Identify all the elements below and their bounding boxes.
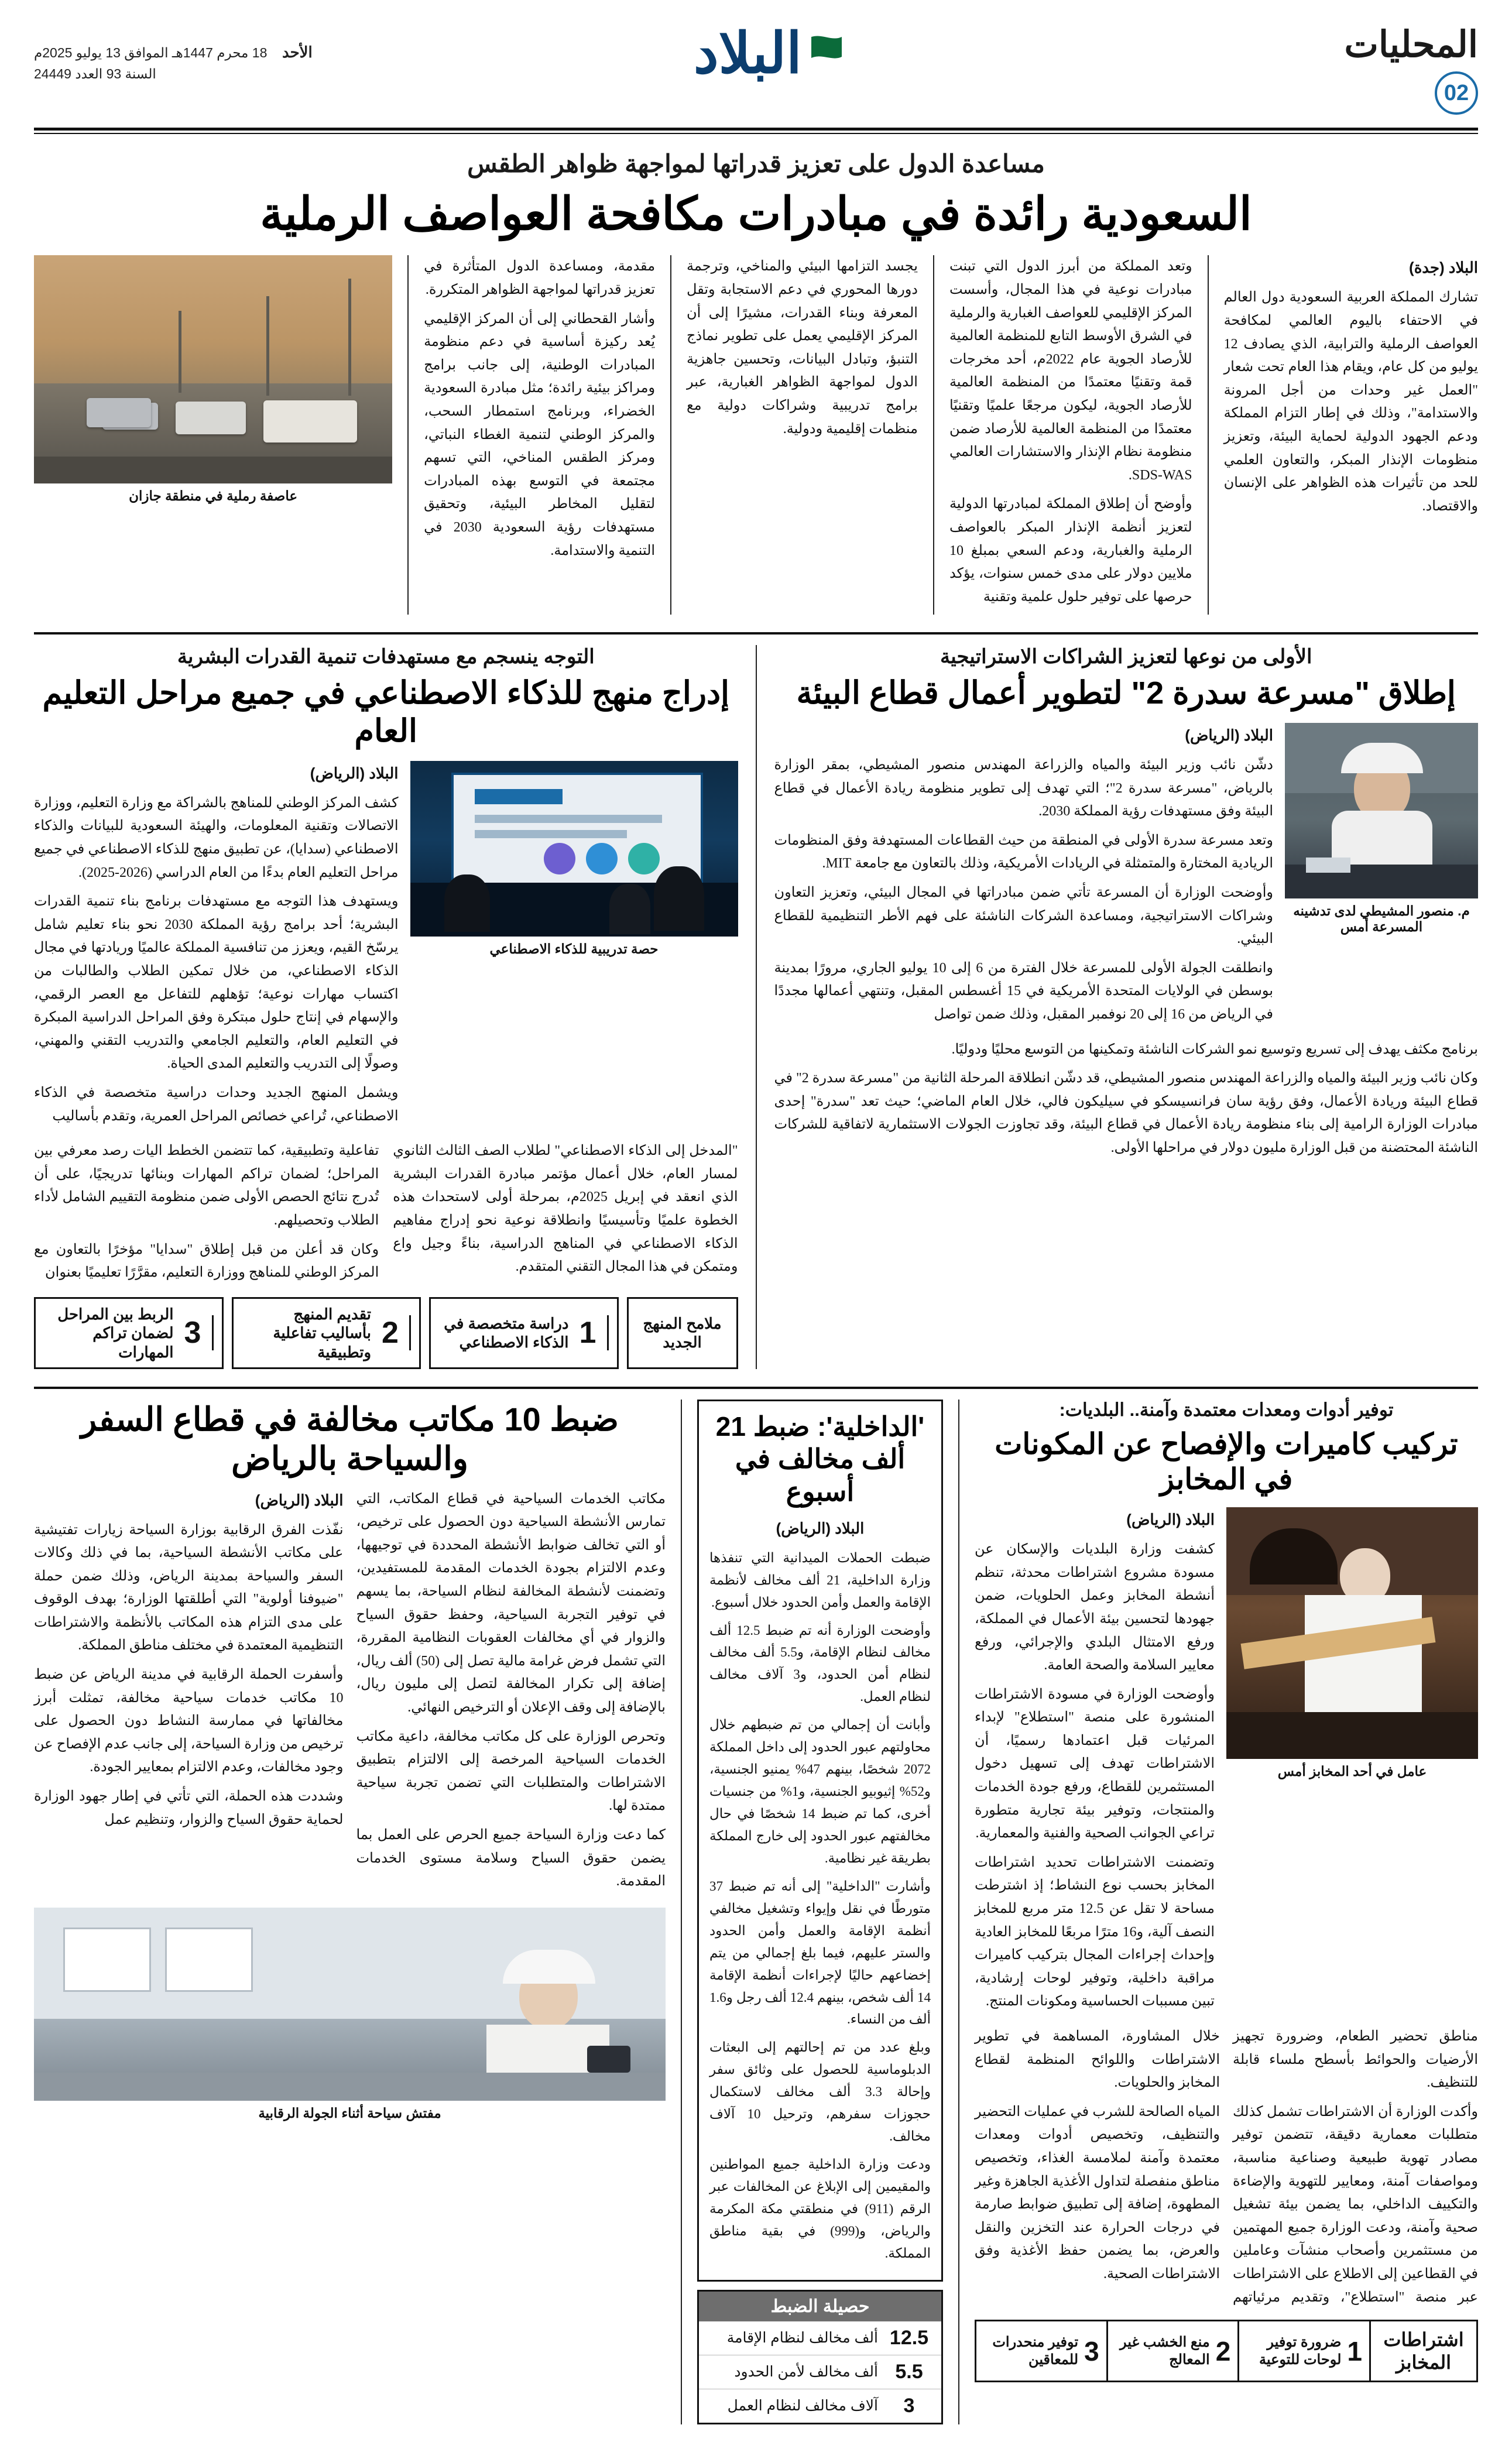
lead-byline: البلاد (جدة) xyxy=(1409,259,1478,277)
ai-paragraph: ويشمل المنهج الجديد وحدات دراسية متخصصة في الذكاء الاصطناعي، تُراعي خصائص المراحل العمرية، وتقدم بأساليب xyxy=(34,1085,399,1124)
ai-step-3-text: الربط بين المراحل لضمان تراكم المهارات xyxy=(57,1305,174,1361)
bakery-headline: تركيب كاميرات والإفصاح عن المكونات في المخابز xyxy=(995,1428,1458,1496)
lead-article xyxy=(34,149,1478,615)
tally-row xyxy=(699,2321,941,2355)
flag-icon xyxy=(808,32,845,76)
lead-headline: السعودية رائدة في مبادرات مكافحة العواصف الرملية xyxy=(260,188,1252,239)
tally-row-number: 5.5 xyxy=(895,2360,923,2383)
bakery-byline: البلاد (الرياض) xyxy=(1126,1511,1215,1529)
bakery-condition-3-text: توفير منحدرات للمعاقين xyxy=(992,2334,1079,2368)
section-title: المحليات xyxy=(1344,25,1478,65)
bakery-column-right xyxy=(975,1507,1215,2019)
interior-byline: البلاد (الرياض) xyxy=(776,1519,865,1537)
middle-band xyxy=(34,645,1478,1369)
ai-steps-label-text: ملامح المنهج الجديد xyxy=(643,1314,722,1352)
tourism-paragraph: نفّذت الفرق الرقابية بوزارة السياحة زيارات تفتيشية على مكاتب الأنشطة السياحية، بما في ذلك وكالات السفر والسياحة بمدينة الرياض، وذلك ضمن حملة "ضيوفنا أولوية" التي أطلقتها الوزارة؛ بهدف الوقوف على مدى التزام هذه المكاتب بالأنظمة والاشتراطات التنظيمية المعتمدة في مختلف مناطق المملكة. xyxy=(34,1522,344,1654)
bakery-article xyxy=(975,1400,1478,2382)
sidra-kicker: الأولى من نوعها لتعزيز الشراكات الاستراتيجية xyxy=(940,646,1312,668)
bakery-conditions-label: اشتراطات المخابز xyxy=(1383,2329,1464,2373)
ai-step-1-text: دراسة متخصصة في الذكاء الاصطناعي xyxy=(444,1314,569,1352)
lead-column-2 xyxy=(949,255,1192,615)
sidra-byline: البلاد (الرياض) xyxy=(1185,726,1273,745)
tally-title: حصيلة الضبط xyxy=(699,2292,941,2321)
tourism-byline: البلاد (الرياض) xyxy=(255,1491,344,1509)
sidra-paragraph: وأوضحت الوزارة أن المسرعة تأتي ضمن مبادراتها في المجال البيئي، وتعزيز التعاون وشراكات الاستراتيجية، ومساعدة الشركات الناشئة على فهم الأطر التنظيمية للقطاع البيئي. xyxy=(774,885,1274,947)
page-number-badge: 02 xyxy=(1435,71,1478,115)
ai-step-2 xyxy=(232,1297,421,1370)
tally-row xyxy=(699,2389,941,2423)
column-separator xyxy=(958,1400,959,2424)
newspaper-logo: البلاد xyxy=(693,22,802,85)
tourism-headline: ضبط 10 مكاتب مخالفة في قطاع السفر والسياحة بالرياض xyxy=(81,1401,619,1477)
sidra-headline: إطلاق "مسرعة سدرة 2" لتطوير أعمال قطاع البيئة xyxy=(796,675,1456,711)
tourism-column-left xyxy=(356,1488,666,1899)
sidra-paragraph: وكان نائب وزير البيئة والمياه والزراعة المهندس منصور المشيطي، قد دشّن انطلاقة المرحلة الثانية من "مسرعة سدرة 2" في قطاع البيئة وريادة الأعمال، وفق رؤية سان فرانسيسكو في سيليكون فالي، خلال العام الماضي؛ حيث تعد "سدرة" إحدى مبادرات الوزارة الرامية إلى بناء منظومة ريادة الأعمال في قطاع البيئة، وقد تجاوزت الجولات الاستثمارية لاتفاقية للشركات الناشئة المحتضنة من قبل الوزارة مليون دولار في مراحلها الأولى. xyxy=(774,1071,1478,1155)
inspector-photo xyxy=(34,1908,666,2101)
sidra-paragraph: دشّن نائب وزير البيئة والمياه والزراعة المهندس منصور المشيطي، بمقر الوزارة بالرياض، "مسرعة سدرة 2"؛ التي تهدف إلى تطوير منظومة ريادة الأعمال في قطاع البيئة وفق مستهدفات رؤية المملكة 2030. xyxy=(774,757,1273,819)
tourism-photo-caption: مفتش سياحة أثناء الجولة الرقابية xyxy=(258,2105,441,2121)
dateline-block xyxy=(34,23,313,82)
bakery-condition-2-number: 2 xyxy=(1215,2335,1231,2366)
bakery-condition-1-text: ضرورة توفير لوحات للتوعية xyxy=(1259,2334,1342,2368)
lead-paragraph: يجسد التزامها البيئي والمناخي، وترجمة دورها المحوري في دعم الاستجابة وتقل المعرفة وبناء القدرات، مشيرًا إلى أن المركز الإقليمي يعمل على تطوير نماذج التنبؤ، وتبادل البيانات، وتحسين جاهزية الدول لمواجهة الظواهر الغبارية، عبر برامج تدريبية وشراكات دولية مع منظمات إقليمية ودولية. xyxy=(687,259,918,437)
interior-paragraph: وبلغ عدد من تم إحالتهم إلى البعثات الدبلوماسية للحصول على وثائق سفر وإحالة 3.3 ألف مخالف لاستكمال حجوزات سفرهم، وترحيل 10 آلاف مخالف. xyxy=(709,2040,931,2144)
lead-paragraph: وأشار القحطاني إلى أن المركز الإقليمي يُعد ركيزة أساسية في دعم منظومة المبادرات الوطنية، إلى جانب برامج ومراكز بيئية رائدة؛ مثل مبادرة السعودية الخضراء، وبرنامج استمطار السحب، والمركز الوطني لتنمية الغطاء النباتي، ومركز الطقس المناخي، التي تسهم مجتمعة في التوسع بهذه المبادرات لتقليل المخاطر البيئية، وتحقيق مستهدفات رؤية السعودية 2030 في التنمية والاستدامة. xyxy=(424,311,656,558)
section-rule xyxy=(34,632,1478,634)
interior-headline: 'الداخلية': ضبط 21 ألف مخالف في أسبوع xyxy=(715,1411,925,1507)
sidra-paragraph: برنامج مكثف يهدف إلى تسريع وتوسيع نمو الشركات الناشئة وتمكينها من التوسع محليًا ودوليًا. xyxy=(951,1041,1478,1057)
ai-kicker: التوجه ينسجم مع مستهدفات تنمية القدرات البشرية xyxy=(177,646,595,668)
sidra-column-right xyxy=(774,723,1274,1032)
lead-photo-block xyxy=(34,255,392,504)
tourism-paragraph: كما دعت وزارة السياحة جميع الحرص على العمل بما يضمن حقوق السياح وسلامة مستوى الخدمات المقدمة. xyxy=(356,1827,666,1889)
tourism-column-right xyxy=(34,1488,344,1838)
sandstorm-photo xyxy=(34,255,392,483)
logo-block xyxy=(313,22,1226,85)
tourism-paragraph: وشددت هذه الحملة، التي تأتي في إطار جهود الوزارة لحماية حقوق السياح والزوار، وتنظيم عمل xyxy=(34,1789,344,1827)
bakery-photo xyxy=(1226,1507,1478,1759)
column-separator xyxy=(407,255,409,615)
lead-paragraph: مقدمة، ومساعدة الدول المتأثرة في تعزيز قدراتها لمواجهة الظواهر المتكررة. xyxy=(424,259,656,298)
ai-step-2-number: 2 xyxy=(378,1315,411,1350)
sidra-article xyxy=(774,645,1479,1165)
interior-paragraph: وأشارت "الداخلية" إلى أنه تم ضبط 37 متورطًا في نقل وإيواء وتشغيل مخالفي أنظمة الإقامة والعمل وأمن الحدود والستر عليهم، فيما بلغ إجمالي من يتم إخضاعهم حاليًا لإجراءات أنظمة الإقامة 14 ألف شخص، بينهم 12.4 ألف رجل و1.6 ألف من النساء. xyxy=(709,1878,931,2027)
bakery-photo-caption: عامل في أحد المخابز أمس xyxy=(1277,1764,1427,1779)
masthead-rule-thin xyxy=(34,133,1478,134)
ai-step-3 xyxy=(34,1297,224,1370)
section-block xyxy=(1226,23,1478,115)
tally-row-text: آلاف مخالف لنظام العمل xyxy=(727,2398,878,2414)
interior-paragraph: وأوضحت الوزارة أنه تم ضبط 12.5 ألف مخالف لنظام الإقامة، و5.5 ألف مخالف لنظام أمن الحدود، و3 آلاف مخالف لنظام العمل. xyxy=(709,1623,931,1704)
ai-curriculum-article xyxy=(34,645,738,1369)
bakery-column-left xyxy=(975,2025,1478,2309)
bakery-paragraph: وأوضحت الوزارة في مسودة الاشتراطات المنشورة على منصة "استطلاع" لإبداء المرئيات قبل اعتمادها رسميًا، أن الاشتراطات تهدف إلى تسهيل دخول المستثمرين للقطاع، ورفع جودة الخدمات والمنتجات، وتوفير بيئة تجارية متطورة تراعي الجوانب الصحية والفنية والمعمارية. xyxy=(975,1686,1215,1841)
sidra-column-left xyxy=(774,1038,1479,1160)
tourism-paragraph: وأسفرت الحملة الرقابية في مدينة الرياض عن ضبط 10 مكاتب خدمات سياحية مخالفة، تمثلت أبرز مخالفاتها في ممارسة النشاط دون الحصول على ترخيص من وزارة السياحة، إلى جانب عدم الإفصاح عن وجود مخالفات، وعدم الالتزام بمعايير الجودة. xyxy=(34,1667,344,1775)
issue-line: السنة 93 العدد 24449 xyxy=(34,66,156,81)
ai-step-1-number: 1 xyxy=(576,1315,609,1350)
bakery-conditions-strip xyxy=(975,2320,1478,2382)
ai-byline: البلاد (الرياض) xyxy=(310,764,399,782)
bakery-paragraph: وتضمنت الاشتراطات تحديد اشتراطات المخابز بحسب نوع النشاط؛ إذ اشترطت مساحة لا تقل عن 12.5 متر مربع للمخابز النصف آلية، و16 مترًا مربعًا للمخابز العادية وإحداث إجراءات المجال بتركيب كاميرات مراقبة داخلية، وتوفير لوحات إرشادية، تبين مسببات الحساسية ومكونات المنتج. xyxy=(975,1854,1215,2009)
bakery-paragraph: كشفت وزارة البلديات والإسكان عن مسودة مشروع اشتراطات محدثة، تنظم أنشطة المخابز وعمل الحلويات، ضمن جهودها لتحسين بيئة الأعمال في المملكة، ورفع الامتثال البلدي والإجرائي، ورفع معايير السلامة والصحة العامة. xyxy=(975,1542,1215,1673)
tourism-paragraph: وتحرص الوزارة على كل مكاتب مخالفة، داعية مكاتب الخدمات السياحية المرخصة إلى الالتزام بتطبيق الاشتراطات والمتطلبات التي تضمن تجربة سياحية ممتدة لها. xyxy=(356,1728,666,1814)
masthead xyxy=(34,23,1478,124)
lead-photo-caption: عاصفة رملية في منطقة جازان xyxy=(129,488,298,504)
column-separator xyxy=(670,255,671,615)
bakery-condition-3-number: 3 xyxy=(1084,2335,1099,2366)
ai-step-2-text: تقديم المنهج بأساليب تفاعلية وتطبيقية xyxy=(273,1305,371,1361)
ai-steps-label xyxy=(627,1297,738,1370)
ai-step-3-number: 3 xyxy=(181,1315,214,1350)
lead-paragraph: وتعد المملكة من أبرز الدول التي تبنت مبادرات نوعية في هذا المجال، وأسست المركز الإقليمي للعواصف الغبارية والرملية في الشرق الأوسط التابع للمنظمة العالمية للأرصاد الجوية عام 2022م، أحد مخرجات قمة وتقنيًا معتمدًا من المنظمة العالمية للأرصاد الجوية، ليكون مرجعًا علميًا وتقنيًا معتمدًا من المنظمة العالمية للأرصاد ضمن منظومة نظام الإنذار والاستشارات العالمي SDS-WAS. xyxy=(949,259,1192,483)
ai-column-right xyxy=(34,761,399,1134)
lead-column-4 xyxy=(424,255,655,568)
sidra-paragraph: وانطلقت الجولة الأولى للمسرعة خلال الفترة من 6 إلى 10 يوليو الجاري، مرورًا بمدينة بوسطن في الولايات المتحدة الأمريكية في 15 أغسطس المقبل، وتنتهي أعمالها مجددًا في الرياض من 16 إلى 20 نوفمبر المقبل، وذلك ضمن تواصل xyxy=(774,960,1273,1022)
column-separator xyxy=(681,1400,682,2424)
ai-headline: إدراج منهج للذكاء الاصطناعي في جميع مراحل التعليم العام xyxy=(42,675,729,749)
lead-column-1 xyxy=(1224,255,1478,524)
minister-photo xyxy=(1285,723,1478,898)
sidra-paragraph: وتعد مسرعة سدرة الأولى في المنطقة من حيث القطاعات المستهدفة وفق المنظومات الريادية المختارة والمتمثلة في الريادات الأمريكية، وذلك بالتعاون مع جامعة MIT. xyxy=(774,832,1273,872)
bakery-paragraph: مناطق تحضير الطعام، وضرورة تجهيز الأرضيات والحوائط بأسطح ملساء قابلة للتنظيف. xyxy=(1233,2029,1478,2091)
tally-row-number: 3 xyxy=(903,2394,915,2417)
column-separator xyxy=(1208,255,1209,615)
hijri-gregorian-date: 18 محرم 1447هـ الموافق 13 يوليو 2025م xyxy=(34,45,268,60)
bakery-condition-2 xyxy=(1108,2321,1240,2381)
ai-steps-strip xyxy=(34,1297,738,1370)
ai-paragraph: وكان قد أعلن من قبل إطلاق "سدايا" مؤخرًا بالتعاون مع المركز الوطني للمناهج ووزارة التعليم، مقرَّرًا تعليميًا بعنوان xyxy=(34,1241,379,1281)
tally-row-number: 12.5 xyxy=(889,2326,929,2349)
tally-box xyxy=(697,2290,943,2424)
lead-paragraph: تشارك المملكة العربية السعودية دول العالم في الاحتفاء باليوم العالمي لمكافحة العواصف الرملية والترابية، الذي يصادف 12 يوليو من كل عام، ويقام هذا العام تحت شعار "العمل غير وحدات من أجل المرونة والاستدامة"، وذلك في إطار التزام المملكة ودعم الجهود الدولية لحماية البيئة، وتعزيز منظومات الإنذار المبكر، والتعاون العلمي للحد من تأثيرات هذه الظواهر على الإنسان والاقتصاد. xyxy=(1223,290,1478,514)
sidra-photo-caption: م. منصور المشيطي لدى تدشينه المسرعة أمس xyxy=(1293,903,1470,935)
ai-photo-caption: حصة تدريبية للذكاء الاصطناعي xyxy=(489,941,659,956)
ai-column-left xyxy=(34,1140,738,1288)
tourism-photo-block xyxy=(34,1908,666,2121)
section-rule xyxy=(34,1387,1478,1389)
tally-row-text: ألف مخالف لنظام الإقامة xyxy=(726,2330,878,2347)
bottom-band xyxy=(34,1400,1478,2424)
ai-paragraph: كشف المركز الوطني للمناهج بالشراكة مع وزارة التعليم، ووزارة الاتصالات وتقنية المعلومات، والهيئة السعودية للبيانات والذكاء الاصطناعي (سدايا)، عن تطبيق منهج للذكاء الاصطناعي في جميع مراحل التعليم العام بدءًا من العام الدراسي (2026-2025). xyxy=(34,795,399,880)
tourism-paragraph: مكاتب الخدمات السياحية في قطاع المكاتب، التي تمارس الأنشطة السياحية دون الحصول على ترخيص، أو التي تخالف ضوابط الأنشطة المحددة في توجيهها، وعدم الالتزام بجودة الخدمات المقدمة للمستفيدين، وتضمنت لأنشطة المخالفة لنظام السياحة، بما يسهم في توفير التجربة السياحية، وحفظ حقوق السياح والزوار في أي مخالفات العقوبات النظامية المقررة، التي تشمل فرض غرامة مالية تصل إلى (50) ألف ريال، إضافة إلى تكرار المخالفة لتصل إلى مليون ريال، بالإضافة إلى وقف الإعلان أو الترخيص النهائي. xyxy=(356,1491,666,1715)
interior-article xyxy=(697,1400,943,2424)
tally-row-text: ألف مخالف لأمن الحدود xyxy=(734,2364,878,2381)
lead-paragraph: وأوضح أن إطلاق المملكة لمبادرتها الدولية لتعزيز أنظمة الإنذار المبكر بالعواصف الرملية والغبارية، ودعم السعي بمبلغ 10 ملايين دولار على مدى خمس سنوات، يؤكد حرصها على توفير حلول علمية وتقنية xyxy=(949,496,1192,605)
column-separator xyxy=(756,645,757,1369)
ai-training-photo xyxy=(410,761,738,937)
bakery-paragraph: وأكدت الوزارة أن الاشتراطات تشمل كذلك متطلبات معمارية دقيقة، تتضمن توفير مصادر تهوية طبيعية وصناعية مناسبة، ومواصفات آمنة، ومعايير للتهوية والإضاءة والتكييف الداخلي، بما يضمن بيئة تشغيل صحية وآمنة، ودعت الوزارة جميع المهتمين من مستثمرين وأصحاب منشآت وعاملين في القطاعين إلى الاطلاع على الاشتراطات عبر منصة "استطلاع"، وتقديم مرئياتهم خلال المشاورة، المساهمة في تطوير الاشتراطات واللوائح المنظمة لقطاع المخابز والحلويات. xyxy=(975,2029,1478,2305)
interior-paragraph: ضبطت الحملات الميدانية التي تنفذها وزارة الداخلية، 21 ألف مخالف لأنظمة الإقامة والعمل وأمن الحدود خلال أسبوع. xyxy=(709,1550,931,1610)
bakery-kicker: توفير أدوات ومعدات معتمدة وآمنة.. البلديات: xyxy=(1059,1400,1394,1421)
column-separator xyxy=(933,255,934,615)
masthead-rule-thick xyxy=(34,128,1478,131)
bakery-condition-1-number: 1 xyxy=(1347,2335,1362,2366)
ai-paragraph: ويستهدف هذا التوجه مع مستهدفات برنامج بناء تنمية القدرات البشرية؛ أحد برامج رؤية المملكة 2030 نحو بناء تعليم شامل يرسّخ القيم، ويعزز من تنافسية المملكة عالميًا وريادتها في مجال الذكاء الاصطناعي، من خلال تمكين الطلاب والطالبات من اكتساب مهارات نوعية؛ تؤهلهم للتفاعل مع العصر الرقمي، والإسهام في إنتاج حلول مبتكرة وفق المراحل الدراسية المبكرة في التعليم العام، والتعليم الجامعي والتدريب التقني والمهني، وصولًا إلى التدريب والتعليم المدى الحياة. xyxy=(34,894,399,1072)
ai-paragraph: "المدخل إلى الذكاء الاصطناعي" لطلاب الصف الثالث الثانوي لمسار العام، خلال أعمال مؤتمر مبادرة القدرات البشرية الذي انعقد في إبريل 2025م، بمرحلة أولى لاستحداث هذه الخطوة علميًا وتأسيسيًا وانطلاقة نوعية نحو إدراج مفاهيم الذكاء الاصطناعي في المناهج الدراسية، بناءً وجيل واع ومتمكن في هذا المجال التقني المتقدم. xyxy=(393,1143,738,1275)
bakery-condition-3 xyxy=(976,2321,1108,2381)
ai-step-1 xyxy=(429,1297,619,1370)
lead-kicker: مساعدة الدول على تعزيز قدراتها لمواجهة ظواهر الطقس xyxy=(467,150,1045,177)
tally-row xyxy=(699,2355,941,2389)
bakery-condition-2-text: منع الخشب غير المعالج xyxy=(1120,2334,1210,2368)
bakery-condition-1 xyxy=(1239,2321,1371,2381)
bakery-photo-block xyxy=(1226,1507,1478,1779)
ai-photo-block xyxy=(410,761,738,957)
lead-column-3 xyxy=(687,255,918,447)
tourism-article xyxy=(34,1400,666,2121)
weekday: الأحد xyxy=(282,43,313,61)
interior-paragraph: ودعت وزارة الداخلية جميع المواطنين والمقيمين إلى الإبلاغ عن المخالفات عبر الرقم (911) في منطقتي مكة المكرمة والرياض، و(999) في بقية مناطق المملكة. xyxy=(709,2157,931,2261)
ai-paragraph: تفاعلية وتطبيقية، كما تتضمن الخطط اليات رصد معرفي بين المراحل؛ لضمان تراكم المهارات وبنائها تدريجيًا، على أن تُدرج نتائج الحصص الأولى ضمن منظومة التقييم الشامل لأداء الطلاب وتحصيلهم. xyxy=(34,1143,379,1228)
bakery-paragraph: المياه الصالحة للشرب في عمليات التحضير والتنظيف، وتخصيص أدوات ومعدات معتمدة وآمنة لملامسة الغذاء، وتخصيص مناطق منفصلة لتداول الأغذية الجاهزة وغير المطهوة، إضافة إلى تطبيق ضوابط صارمة في درجات الحرارة عند التخزين والنقل والعرض، بما يضمن حفظ الأغذية وفق الاشتراطات الصحية. xyxy=(975,2104,1220,2282)
sidra-photo-block xyxy=(1285,723,1478,935)
interior-paragraph: وأبانت أن إجمالي من تم ضبطهم خلال محاولتهم عبور الحدود إلى داخل المملكة 2072 شخصًا، بينهم 47% يمنيو الجنسية، و52% إثيوبيو الجنسية، و1% من جنسيات أخرى، كما تم ضبط 14 شخصًا في حال مخالفتهم عبور الحدود إلى خارج المملكة بطريقة غير نظامية. xyxy=(709,1717,931,1865)
